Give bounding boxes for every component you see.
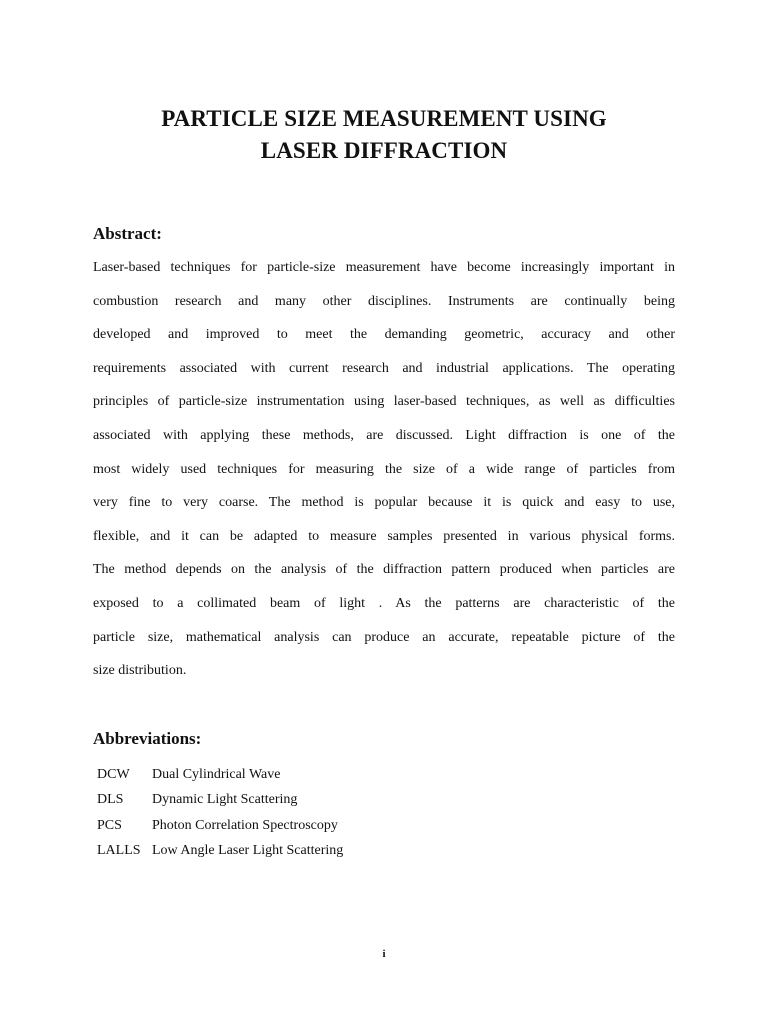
abbreviation-code: DLS <box>97 792 124 808</box>
abbreviation-item <box>97 815 343 840</box>
abbreviations-list <box>97 764 343 865</box>
abstract-line: combustion research and many other disciplines. Instruments are continually being <box>93 293 675 309</box>
abbreviation-item <box>97 789 343 814</box>
abbreviation-definition: Low Angle Laser Light Scattering <box>152 842 344 858</box>
abstract-line: principles of particle-size instrumentation using laser-based techniques, as well as difficulties <box>93 394 675 410</box>
title-line-2: LASER DIFFRACTION <box>260 138 508 163</box>
abbreviation-code: DCW <box>97 767 130 782</box>
abstract-heading: Abstract: <box>93 224 162 243</box>
abbreviation-definition: Dynamic Light Scattering <box>152 792 298 808</box>
abstract-line: size distribution. <box>93 663 187 679</box>
abbreviation-definition: Dual Cylindrical Wave <box>152 767 281 782</box>
abstract-line: The method depends on the analysis of the diffraction pattern produced when particles are <box>93 562 675 578</box>
abstract-line: requirements associated with current research and industrial applications. The operating <box>93 360 675 376</box>
abstract-line: associated with applying these methods, are discussed. Light diffraction is one of the <box>93 427 675 443</box>
abstract-line: developed and improved to meet the demanding geometric, accuracy and other <box>93 327 675 343</box>
abbreviation-definition: Photon Correlation Spectroscopy <box>152 817 338 833</box>
page-number: i <box>382 948 386 960</box>
abbreviations-heading: Abbreviations: <box>93 729 202 748</box>
abbreviation-item <box>97 764 343 789</box>
abstract-line: exposed to a collimated beam of light . As the patterns are characteristic of the <box>93 595 675 611</box>
abstract-line: Laser-based techniques for particle-size measurement have become increasingly important in <box>93 260 675 275</box>
abstract-line: most widely used techniques for measuring the size of a wide range of particles from <box>93 461 675 477</box>
title-line-1: PARTICLE SIZE MEASUREMENT USING <box>161 106 607 131</box>
abstract-body <box>93 256 675 693</box>
document-title <box>0 103 768 167</box>
abstract-line: particle size, mathematical analysis can produce an accurate, repeatable picture of the <box>93 629 675 645</box>
abstract-line: very fine to very coarse. The method is popular because it is quick and easy to use, <box>93 495 675 511</box>
abbreviation-code: LALLS <box>97 842 141 858</box>
abbreviation-item <box>97 840 343 865</box>
abbreviation-code: PCS <box>97 817 122 833</box>
abstract-line: flexible, and it can be adapted to measure samples presented in various physical forms. <box>93 528 675 544</box>
